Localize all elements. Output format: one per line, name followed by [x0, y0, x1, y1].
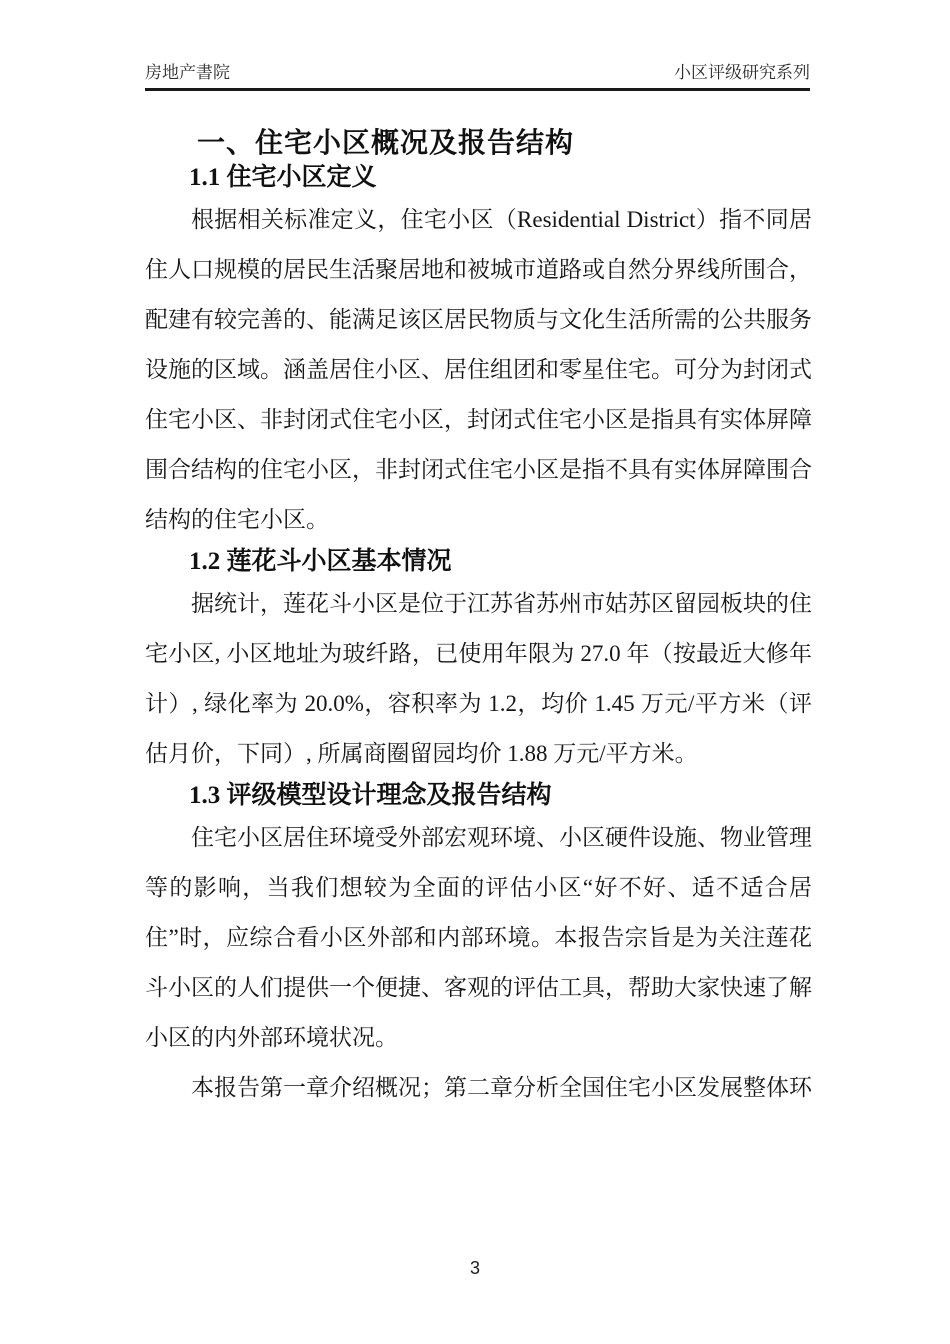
- page-number: 3: [469, 1258, 480, 1278]
- section-1-1-paragraph: 根据相关标准定义，住宅小区（Residential District）指不同居住人口规模的居民生活聚居地和被城市道路或自然分界线所围合，配建有较完善的、能满足该区居民物质与文化生活所需的公共服务设施的区域。涵盖居住小区、居住组团和零星住宅。可分为封闭式住宅小区、非封闭式住宅小区，封闭式住宅小区是指具有实体屏障围合结构的住宅小区，非封闭式住宅小区是指不具有实体屏障围合结构的住宅小区。: [145, 207, 812, 532]
- header-left-text: 房地产書院: [145, 63, 230, 82]
- section-1-3-paragraph-2: 本报告第一章介绍概况；第二章分析全国住宅小区发展整体环: [191, 1075, 812, 1100]
- header-right-text: 小区评级研究系列: [674, 63, 810, 82]
- section-1-3-heading: 1.3 评级模型设计理念及报告结构: [189, 782, 552, 809]
- section-1-1-heading: 1.1 住宅小区定义: [189, 164, 377, 191]
- section-1-2-paragraph: 据统计，莲花斗小区是位于江苏省苏州市姑苏区留园板块的住宅小区, 小区地址为玻纤路，已使用年限为 27.0 年（按最近大修年计）, 绿化率为 20.0%，容积率为 1.2，均价 1.45 万元/平方米（评估月价，下同）, 所属商圈留园均价 1.88 万元/平方米。: [145, 591, 812, 766]
- chapter-title: 一、住宅小区概况及报告结构: [197, 128, 575, 159]
- section-1-3: [0, 779, 950, 1113]
- section-1-1: [0, 161, 950, 545]
- page-header: [145, 58, 810, 91]
- section-1-2-heading: 1.2 莲花斗小区基本情况: [189, 548, 452, 575]
- section-1-3-paragraph-1: 住宅小区居住环境受外部宏观环境、小区硬件设施、物业管理等的影响，当我们想较为全面的评估小区“好不好、适不适合居住”时，应综合看小区外部和内部环境。本报告宗旨是为关注莲花斗小区的人们提供一个便捷、客观的评估工具，帮助大家快速了解小区的内外部环境状况。: [145, 825, 812, 1050]
- section-1-2: [0, 545, 950, 779]
